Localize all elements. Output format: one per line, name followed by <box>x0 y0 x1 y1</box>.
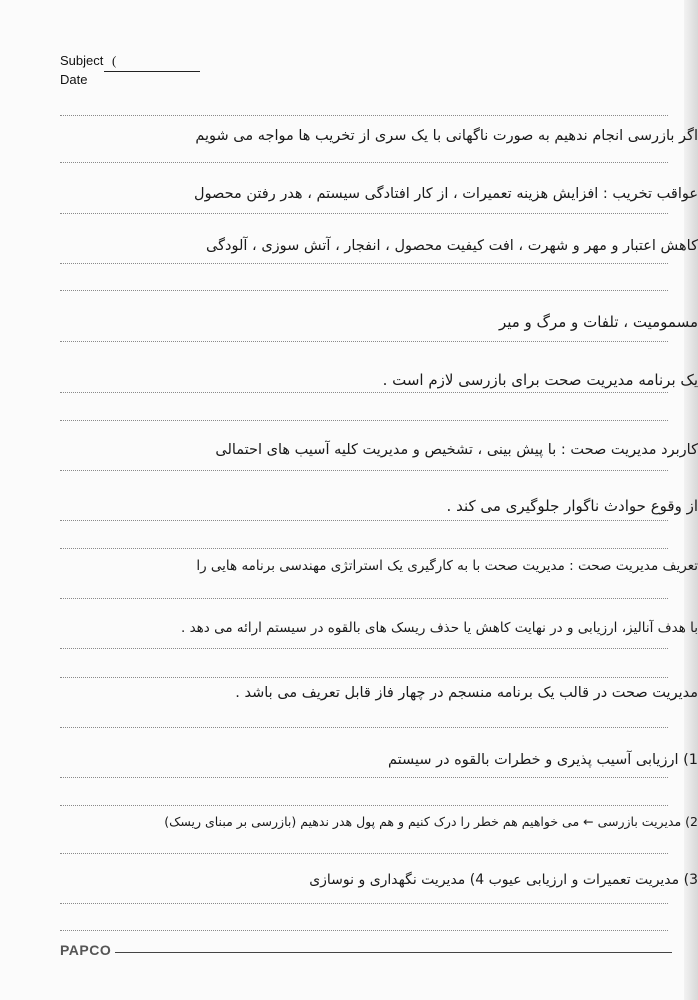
ruled-line <box>60 392 668 393</box>
ruled-line <box>60 548 668 549</box>
handwritten-line-11: 1) ارزیابی آسیب پذیری و خطرات بالقوه در سیستم <box>388 752 698 768</box>
handwritten-line-4: مسمومیت ، تلفات و مرگ و میر <box>498 313 698 331</box>
handwritten-line-12: 2) مدیریت بازرسی ← می خواهیم هم خطر را درک کنیم و هم پول هدر ندهیم (بازرسی بر مبنای ریسک) <box>164 814 698 829</box>
ruled-line <box>60 341 668 342</box>
ruled-line <box>60 420 668 421</box>
ruled-line <box>60 853 668 854</box>
date-label: Date <box>60 72 88 87</box>
ruled-line <box>60 598 668 599</box>
brand-logo: PAPCO <box>60 942 115 958</box>
handwritten-line-1: اگر بازرسی انجام ندهیم به صورت ناگهانی با یک سری از تخریب ها مواجه می شویم <box>195 128 698 144</box>
handwritten-line-13: 3) مدیریت تعمیرات و ارزیابی عیوب 4) مدیریت نگهداری و نوسازی <box>309 872 698 888</box>
handwritten-line-3: کاهش اعتبار و مهر و شهرت ، افت کیفیت محصول ، انفجار ، آتش سوزی ، آلودگی <box>206 238 698 254</box>
ruled-line <box>60 677 668 678</box>
handwritten-line-6: کاربرد مدیریت صحت : با پیش بینی ، تشخیص و مدیریت کلیه آسیب های احتمالی <box>215 442 698 458</box>
subject-label: Subject <box>60 53 104 68</box>
ruled-line <box>60 777 668 778</box>
ruled-line <box>60 903 668 904</box>
handwritten-line-5: یک برنامه مدیریت صحت برای بازرسی لازم است . <box>382 371 698 389</box>
ruled-line <box>60 520 668 521</box>
subject-underline <box>104 71 200 72</box>
handwritten-line-7: از وقوع حوادث ناگوار جلوگیری می کند . <box>446 497 698 515</box>
ruled-line <box>60 290 668 291</box>
handwritten-line-9: با هدف آنالیز، ارزیابی و در نهایت کاهش یا حذف ریسک های بالقوه در سیستم ارائه می دهد . <box>180 620 698 636</box>
bottom-border-line <box>60 952 672 953</box>
ruled-line <box>60 470 668 471</box>
ruled-line <box>60 263 668 264</box>
ruled-line <box>60 648 668 649</box>
handwritten-line-2: عواقب تخریب : افزایش هزینه تعمیرات ، از کار افتادگی سیستم ، هدر رفتن محصول <box>194 186 698 202</box>
ruled-line <box>60 727 668 728</box>
handwritten-line-10: مدیریت صحت در قالب یک برنامه منسجم در چهار فاز قابل تعریف می باشد . <box>235 685 698 701</box>
ruled-line <box>60 805 668 806</box>
handwritten-line-8: تعریف مدیریت صحت : مدیریت صحت با به کارگیری یک استراتژی مهندسی برنامه هایی را <box>196 558 698 574</box>
ruled-line <box>60 115 668 116</box>
subject-value: ( <box>112 53 117 68</box>
ruled-line <box>60 930 668 931</box>
ruled-line <box>60 213 668 214</box>
ruled-line <box>60 162 668 163</box>
